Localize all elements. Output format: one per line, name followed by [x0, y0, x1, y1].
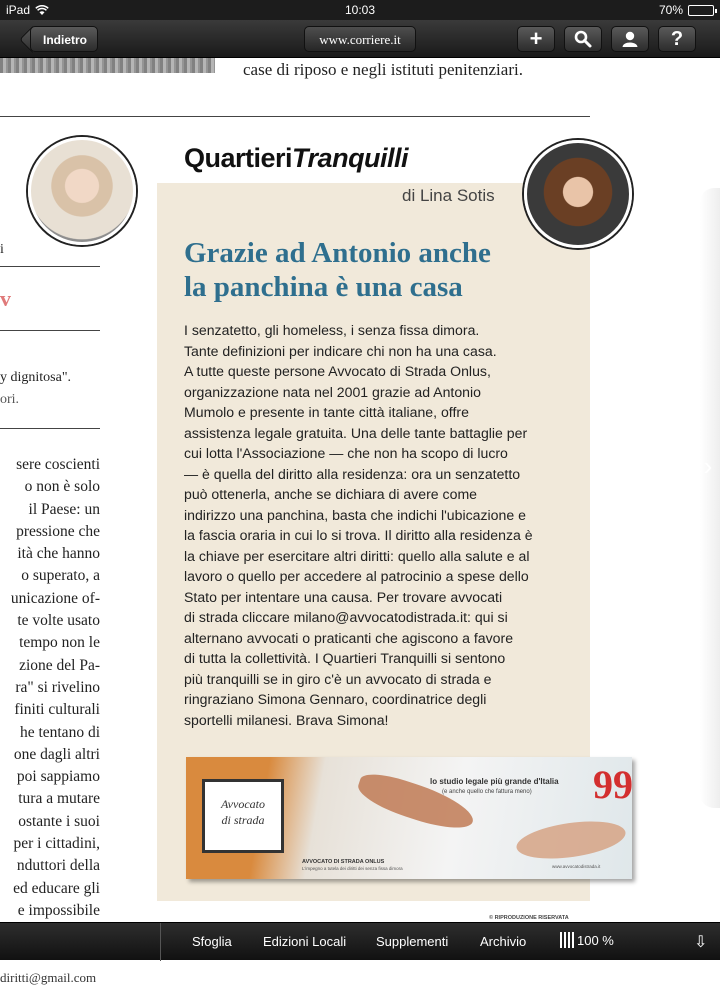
zoom-control[interactable] — [560, 932, 614, 948]
previous-article-line: case di riposo e negli istituti penitenziari. — [243, 60, 523, 79]
ad-site: www.avvocatodistrada.it — [552, 864, 601, 869]
body-line: ringraziano Simona Gennaro, coordinatrice degli — [184, 691, 487, 707]
left-line: te volte usato — [17, 612, 100, 630]
body-line: assistenza legale gratuita. Una delle tante battaglie per — [184, 424, 528, 441]
plus-icon[interactable] — [517, 26, 555, 52]
left-line: nduttori della — [16, 857, 100, 875]
toolbar-divider — [160, 923, 161, 961]
left-line: one dagli altri — [13, 745, 100, 763]
body-line: cui lotta l'Associazione — che non ha scopo di lucro — [184, 445, 508, 461]
back-button[interactable]: Indietro — [30, 26, 98, 52]
left-line: ostante i suoi — [18, 812, 100, 830]
article-body — [184, 320, 584, 730]
status-time: 10:03 — [344, 3, 376, 17]
bottom-toolbar — [0, 922, 720, 960]
user-icon[interactable] — [611, 26, 649, 52]
battery-icon — [688, 5, 714, 16]
body-line: lavoro o quello per accedere al patrocinio a spese dello — [184, 568, 529, 584]
body-line: A tutte queste persone Avvocato di Strada Onlus, — [184, 363, 491, 379]
ad-footer-small: L'impegno a tutela dei diritti dei senza fissa dimora — [302, 866, 403, 871]
left-line: ed educare gli — [13, 879, 100, 897]
headline-line: la panchina è una casa — [184, 271, 463, 303]
body-line: la chiave per esercitare altri diritti: quello alla salute e al — [184, 547, 530, 564]
toolbar-sfoglia[interactable]: Sfoglia — [192, 934, 232, 949]
left-fragment: i — [0, 242, 4, 257]
ad-logo-line2: di strada — [221, 813, 265, 827]
next-page-edge — [700, 188, 720, 808]
ad-tagline: lo studio legale più grande d'Italia — [430, 777, 559, 786]
left-body — [0, 454, 100, 945]
body-line: — è quella del diritto alla residenza: ora un senzatetto — [184, 465, 521, 482]
left-rule-2 — [0, 330, 100, 331]
brand-italic: Tranquilli — [292, 143, 409, 173]
search-icon[interactable] — [564, 26, 602, 52]
body-line: I senzatetto, gli homeless, i senza fissa dimora. — [184, 322, 480, 338]
left-fragment-v: v — [0, 286, 11, 311]
left-quote: y dignitosa". — [0, 370, 72, 385]
left-line: sere coscienti — [16, 456, 100, 473]
column-brand — [184, 143, 408, 174]
left-line: per i cittadini, — [13, 835, 100, 853]
headline-line: Grazie ad Antonio anche — [184, 237, 491, 269]
left-line: ità che hanno — [17, 545, 100, 563]
nav-bar — [0, 20, 720, 58]
next-page-arrow-icon[interactable]: › — [703, 450, 713, 481]
avatar-left-portrait — [28, 137, 136, 245]
plus-glyph: + — [529, 26, 543, 51]
left-line: tempo non le — [19, 634, 100, 652]
ad-footer: AVVOCATO DI STRADA ONLUS — [302, 859, 385, 865]
left-line: pressione che — [16, 522, 100, 540]
ad-quote-mark: 99 — [593, 762, 633, 807]
body-line: di tutta la collettività. I Quartieri Tranquilli si sentono — [184, 650, 506, 666]
body-line: indirizzo una panchina, basta che indichi l'ubicazione e — [184, 506, 526, 523]
body-line: Tante definizioni per indicare chi non ha una casa. — [184, 342, 497, 359]
left-rule-3 — [0, 428, 100, 429]
left-email-fragment: diritti@gmail.com — [0, 970, 97, 985]
body-line: organizzazione nata nel 2001 grazie ad Antonio — [184, 383, 481, 400]
previous-photo-strip — [0, 58, 215, 73]
avatar-author-portrait — [524, 140, 632, 248]
left-line: poi sappiamo — [16, 768, 100, 786]
body-line: può ottenerla, anche se dichiara di avere come — [184, 486, 478, 502]
zoom-bars-icon — [560, 932, 574, 948]
battery-percent: 70% — [658, 3, 683, 17]
body-line: la fascia oraria in cui lo si trova. Il diritto alla residenza è — [184, 527, 533, 543]
body-line: sportelli milanesi. Brava Simona! — [184, 711, 389, 728]
body-line: alternano avvocati o praticanti che agiscono a favore — [184, 629, 514, 646]
status-bar — [0, 0, 720, 20]
body-line: Stato per intentare una causa. Per trovare avvocati — [184, 588, 503, 605]
help-icon[interactable] — [658, 26, 696, 52]
body-line: Mumolo e presente in tante città italiane, offre — [184, 404, 469, 420]
article-headline — [184, 236, 584, 304]
left-line: il Paese: un — [28, 500, 100, 518]
body-line: più tranquilli se in giro c'è un avvocato di strada e — [184, 670, 492, 687]
ad-banner-avvocato-di-strada[interactable] — [186, 757, 632, 879]
left-line: o superato, a — [21, 567, 100, 585]
left-rule-1 — [0, 266, 100, 267]
help-glyph: ? — [670, 27, 684, 50]
left-line: he tentano di — [19, 723, 100, 741]
download-icon[interactable]: ⇩ — [694, 934, 708, 951]
status-right — [659, 3, 714, 17]
search-glyph — [574, 30, 592, 48]
byline: di Lina Sotis — [402, 186, 495, 205]
left-quote-2: ori. — [0, 392, 20, 407]
ad-logo — [202, 779, 284, 853]
toolbar-edizioni-locali[interactable]: Edizioni Locali — [263, 934, 347, 949]
device-name: iPad — [6, 3, 31, 17]
url-field[interactable]: www.corriere.it — [304, 26, 416, 52]
left-line: ra" si rivelino — [15, 678, 100, 696]
zoom-level: 100 % — [577, 932, 614, 948]
ad-hand-image-2 — [514, 816, 628, 865]
left-line: zione del Pa- — [19, 656, 100, 674]
copyright-note: © RIPRODUZIONE RISERVATA — [489, 915, 569, 921]
ad-logo-line1: Avvocato — [221, 797, 265, 811]
ad-subtag: (e anche quello che fattura meno) — [442, 789, 532, 795]
left-line: e impossibile — [17, 901, 100, 919]
left-line: tura a mutare — [18, 790, 100, 808]
user-glyph — [621, 30, 639, 48]
toolbar-archivio[interactable]: Archivio — [480, 934, 527, 949]
left-line: unicazione of- — [10, 589, 100, 607]
brand-regular: Quartieri — [184, 143, 293, 173]
left-line: o non è solo — [24, 478, 100, 496]
left-line: finiti culturali — [14, 701, 100, 719]
toolbar-supplementi[interactable]: Supplementi — [376, 934, 449, 949]
body-line: di strada cliccare milano@avvocatodistrada.it: qui si — [184, 609, 508, 625]
section-rule — [0, 116, 590, 117]
